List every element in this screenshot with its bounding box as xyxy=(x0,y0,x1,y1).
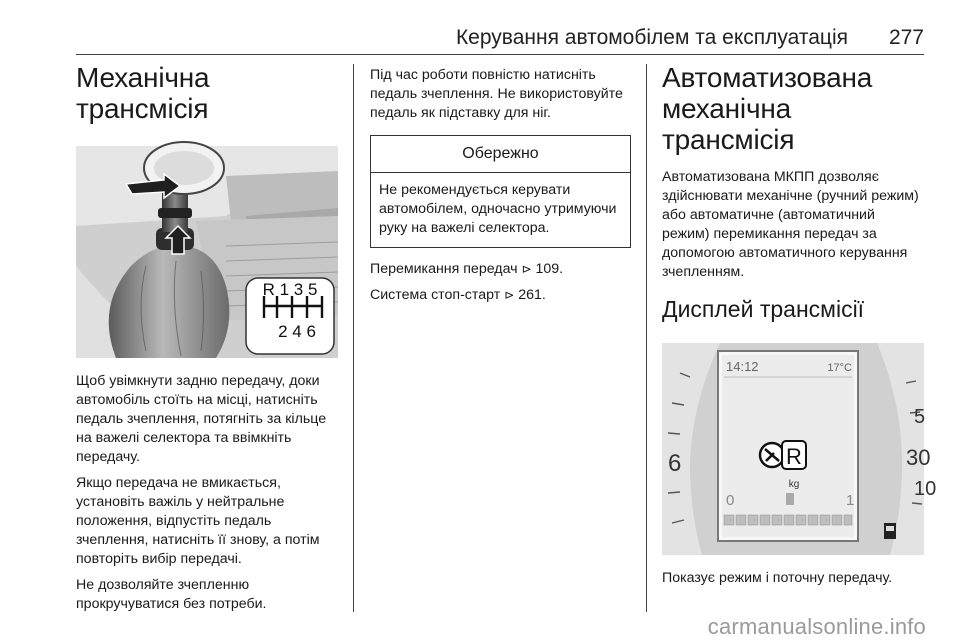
shift-pattern-top-label: R 1 3 5 xyxy=(262,280,318,299)
paragraph-clutch-slip: Не дозволяйте зчепленню прокручуватися без потреби. xyxy=(76,577,267,612)
figure-caption-display: Показує режим і поточну передачу. xyxy=(662,570,893,586)
column-clutch-notes xyxy=(370,62,632,305)
fuel-scale-full: 1 xyxy=(846,492,855,509)
speedometer-number-mid: 30 xyxy=(906,445,931,470)
page-number: 277 xyxy=(888,26,924,49)
page-reference-arrow-icon: ⊳ xyxy=(504,288,515,302)
paragraph-clutch-pedal: Під час роботи повністю натисніть педаль зчеплення. Не використовуйте педаль як підставку для ніг. xyxy=(370,67,623,121)
running-title: Керування автомобілем та експлуатація xyxy=(455,26,848,49)
section-heading-automated-transmission: Автоматизована механічна трансмісія xyxy=(662,62,873,155)
column-divider-right xyxy=(646,64,647,612)
fuel-pump-icon xyxy=(786,493,794,505)
subheading-transmission-display: Дисплей трансмісії xyxy=(662,296,865,322)
speedometer-number-top: 5 xyxy=(914,406,926,428)
xref-stop-start[interactable] xyxy=(370,286,632,305)
gear-lever-drawing xyxy=(76,146,338,358)
column-divider-left xyxy=(353,64,354,612)
site-watermark: carmanualsonline.info xyxy=(707,614,926,639)
caution-box xyxy=(370,135,631,248)
caution-title: Обережно xyxy=(371,136,630,173)
display-temperature: 17°C xyxy=(827,362,852,374)
shift-pattern-bottom-label: 2 4 6 xyxy=(278,322,316,341)
header-rule xyxy=(76,54,924,55)
display-time: 14:12 xyxy=(726,359,759,374)
transmission-display-drawing xyxy=(662,343,937,555)
speedometer-number-low: 10 xyxy=(914,478,937,500)
gear-lever-illustration xyxy=(76,146,338,358)
page-header xyxy=(0,0,960,54)
column-automated-transmission xyxy=(662,62,937,588)
xref-stop-start-page: 261. xyxy=(518,287,546,303)
xref-stop-start-text: Система стоп-старт xyxy=(370,287,501,303)
xref-gear-shifting-text: Перемикання передач xyxy=(370,261,518,277)
column-manual-transmission xyxy=(76,62,338,614)
current-gear-indicator: R xyxy=(786,444,802,469)
fuel-scale-empty: 0 xyxy=(726,492,735,509)
tachometer-number: 6 xyxy=(668,450,682,477)
caution-text: Не рекомендується керувати автомобілем, одночасно утримуючи руку на важелі селектора. xyxy=(379,182,617,236)
paragraph-gear-not-engaging: Якщо передача не вмикається, установіть важіль у нейтральне положення, відпустіть педаль зчеплення, натисніть її знову, а потім повторіть вибір передачі. xyxy=(76,475,320,567)
paragraph-automated-intro: Автоматизована МКПП дозволяє здійснювати механічне (ручний режим) або автоматичне (автоматичний режим) перемикання передач за допомогою автоматичного керування зчепленням. xyxy=(662,169,919,280)
instrument-cluster-illustration xyxy=(662,343,937,555)
xref-gear-shifting-page: 109. xyxy=(535,261,564,277)
display-weight-unit: kg xyxy=(788,479,800,490)
page-reference-arrow-icon: ⊳ xyxy=(521,262,532,276)
section-heading-manual-transmission: Механічна трансмісія xyxy=(76,62,210,124)
paragraph-reverse-gear: Щоб увімкнути задню передачу, доки автомобіль стоїть на місці, натисніть педаль зчеплення, потягніть за кільце на важелі селектора та ввімкніть передачу. xyxy=(76,373,327,465)
xref-gear-shifting[interactable] xyxy=(370,260,632,279)
